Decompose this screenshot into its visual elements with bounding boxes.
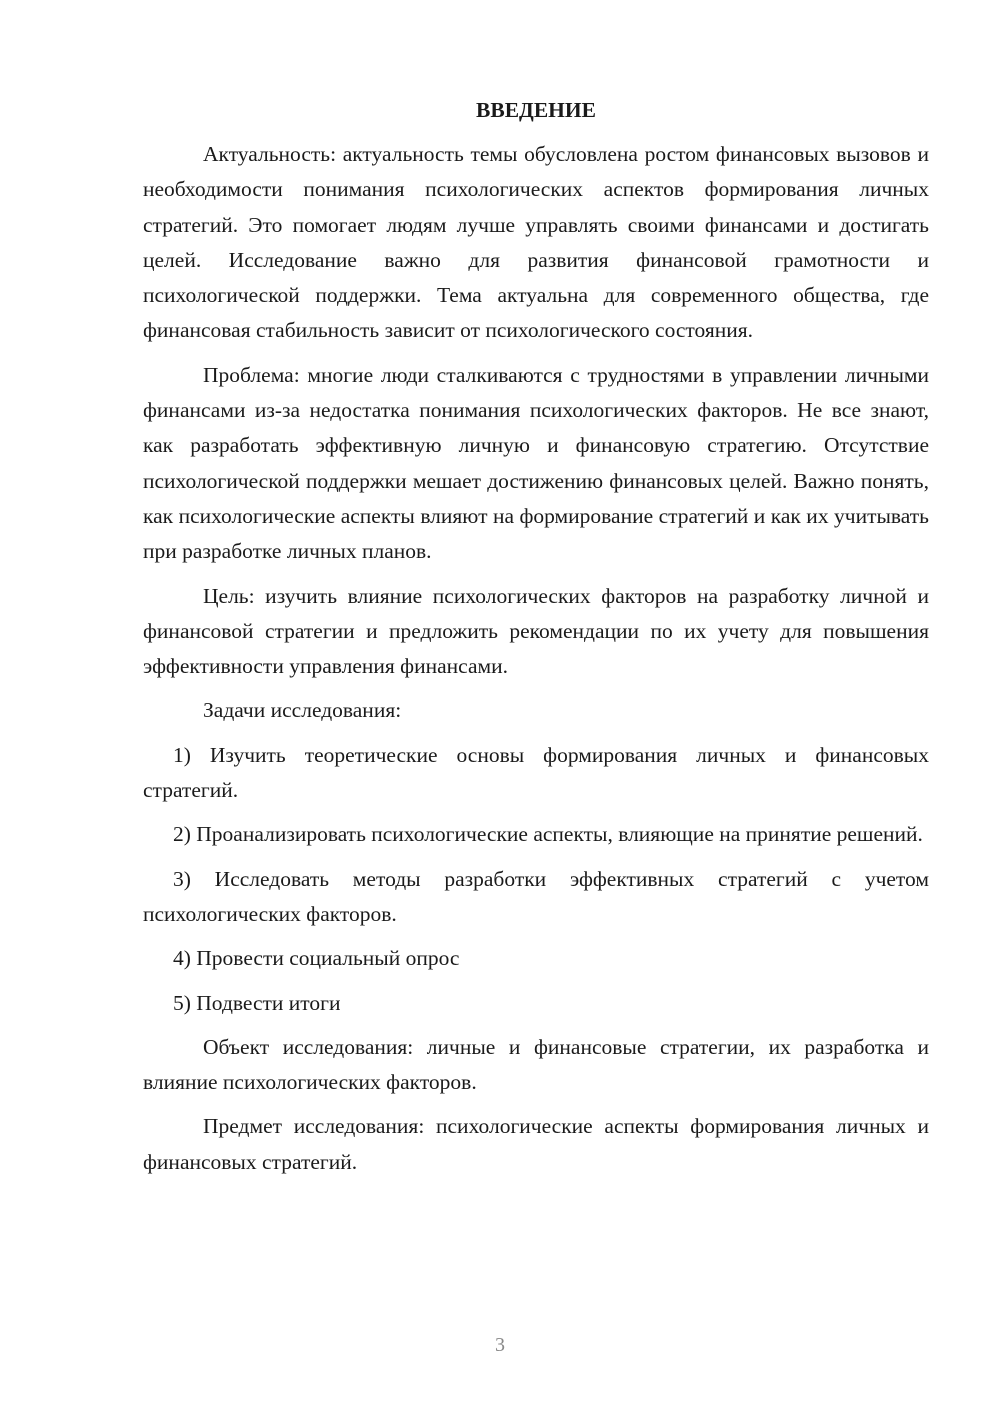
page-content: [143, 92, 929, 1189]
relevance-paragraph: Актуальность: актуальность темы обусловлена ростом финансовых вызовов и необходимости понимания психологических аспектов формирования личных стратегий. Это помогает людям лучше управлять своими финансами и достигать целей. Исследование важно для развития финансовой грамотности и психологической поддержки. Тема актуальна для современного общества, где финансовая стабильность зависит от психологического состояния.: [143, 142, 929, 343]
section-heading: ВВЕДЕНИЕ: [476, 98, 596, 122]
task-item-4: 4) Провести социальный опрос: [173, 946, 460, 971]
page-number: 3: [495, 1334, 505, 1356]
task-item-1: 1) Изучить теоретические основы формирования личных и финансовых стратегий.: [143, 742, 929, 803]
subject-paragraph: Предмет исследования: психологические аспекты формирования личных и финансовых стратегий.: [143, 1114, 929, 1174]
problem-paragraph: Проблема: многие люди сталкиваются с трудностями в управлении личными финансами из-за недостатка понимания психологических факторов. Не все знают, как разработать эффективную личную и финансовую стратегию. Отсутствие психологической поддержки мешает достижению финансовых целей. Важно понять, как психологические аспекты влияют на формирование стратегий и как их учитывать при разработке личных планов.: [143, 362, 929, 564]
tasks-list: [143, 738, 929, 1021]
object-paragraph: Объект исследования: личные и финансовые стратегии, их разработка и влияние психологических факторов.: [143, 1034, 929, 1095]
task-item-5: 5) Подвести итоги: [173, 990, 341, 1015]
task-item-2: 2) Проанализировать психологические аспекты, влияющие на принятие решений.: [173, 822, 923, 847]
goal-paragraph: Цель: изучить влияние психологических факторов на разработку личной и финансовой стратегии и предложить рекомендации по их учету для повышения эффективности управления финансами.: [143, 583, 929, 679]
task-item-3: 3) Исследовать методы разработки эффективных стратегий с учетом психологических факторов.: [143, 866, 929, 926]
tasks-intro: Задачи исследования:: [203, 698, 402, 723]
